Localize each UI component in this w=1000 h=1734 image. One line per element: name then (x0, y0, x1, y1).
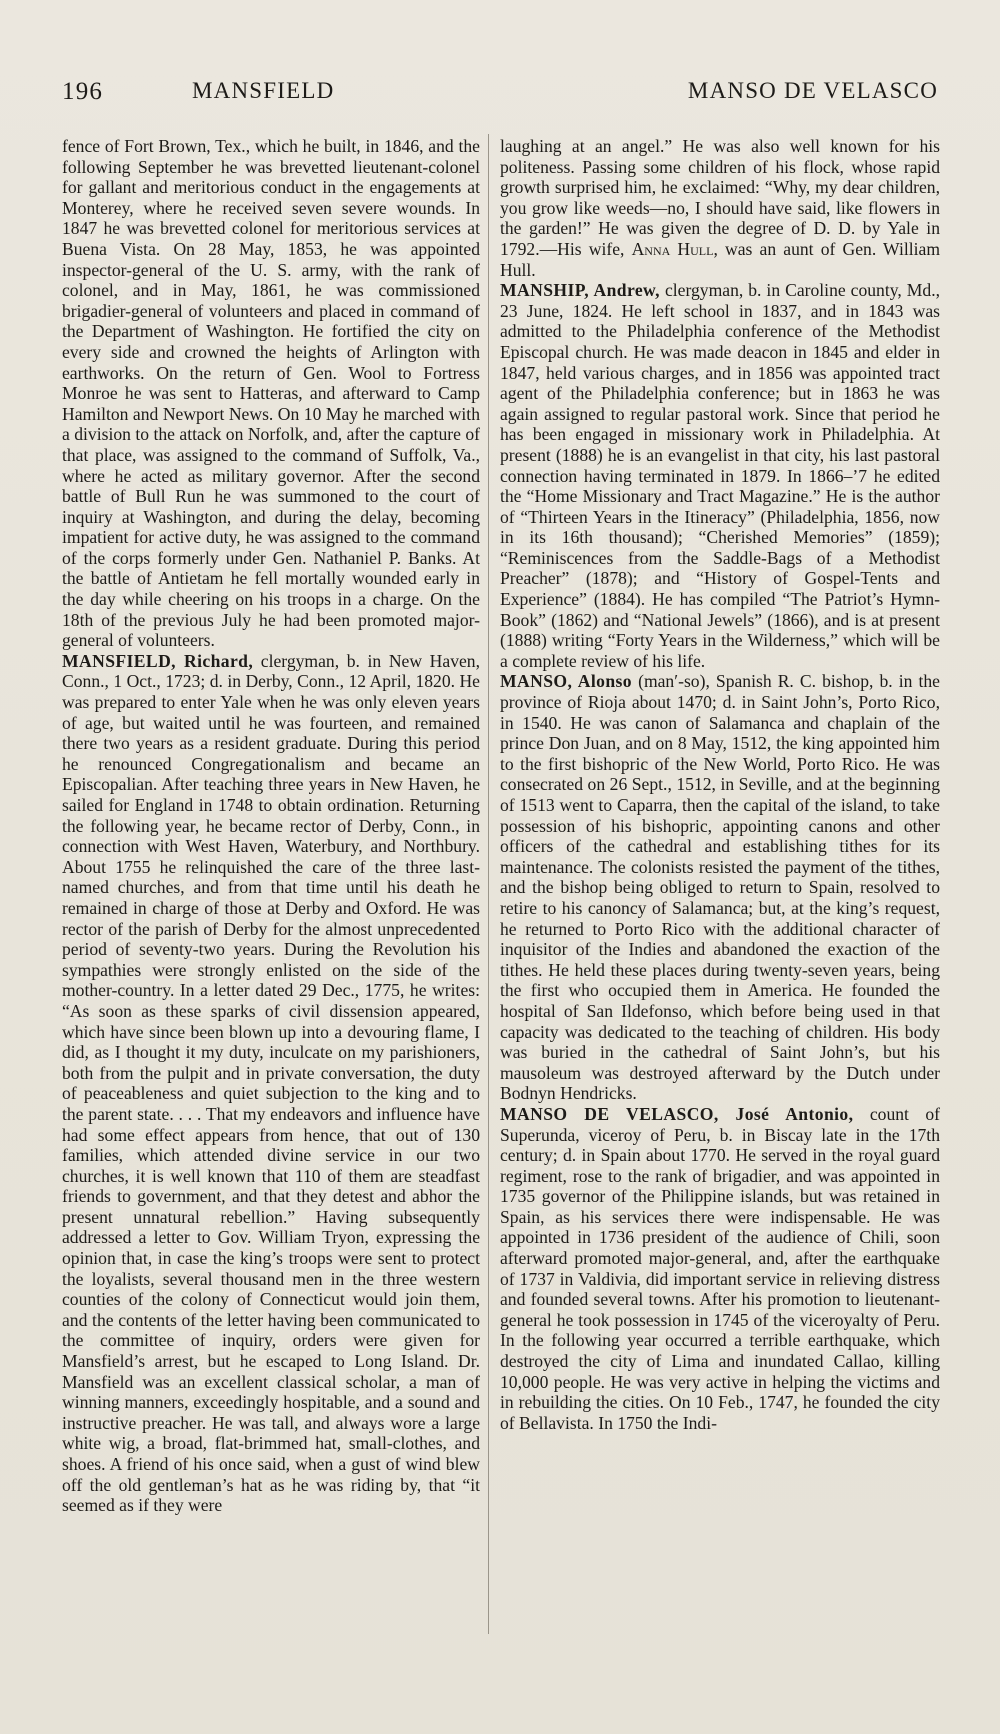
entry-body: count of Superunda, viceroy of Peru, b. in Biscay late in the 17th century; d. in Spain about 1770. He served in the royal guard regiment, rose to the rank of brigadier, and was appointed in 1735 governor of the Philippine islands, but was retained in Spain, as his services there were indispensable. He was appointed in 1736 president of the audience of Chili, soon afterward promoted major-general, and, after the earthquake of 1737 in Valdivia, did important service in relieving distress and founded several towns. After his promotion to lieutenant-general he took possession in 1745 of the viceroyalty of Peru. In the following year occurred a terrible earthquake, which destroyed the city of Lima and inundated Callao, killing 10,000 people. He was very active in helping the victims and in rebuilding the cities. On 10 Feb., 1747, he founded the city of Bellavista. In 1750 the Indi- (500, 1103, 940, 1433)
header-right-word: MANSO DE VELASCO (687, 78, 938, 103)
entry-body: (man′-so), Spanish R. C. bishop, b. in the province of Rioja about 1470; d. in Saint John’s, Porto Rico, in 1540. He was canon of Salamanca and chaplain of the prince Don Juan, and on 8 May, 1512, the king appointed him to the first bishopric of the New World, Porto Rico. He was consecrated on 26 Sept., 1512, in Seville, and at the beginning of 1513 went to Caparra, then the capital of the island, to take possession of his bishopric, appointing canons and other officers of the cathedral and establishing tithes for its maintenance. The colonists resisted the payment of the tithes, and the bishop being obliged to return to Spain, resolved to retire to his canoncy of Salamanca; but, at the king’s request, he returned to Porto Rico with the additional character of inquisitor of the Indies and abandoned the exaction of the tithes. He held these places during twenty-seven years, being the first who occupied them in America. He founded the hospital of San Ildefonso, which before being used in that capacity was dedicated to the teaching of children. His body was buried in the cathedral of Saint John’s, but his mausoleum was destroyed afterward by the Dutch under Bodnyn Hendricks. (500, 671, 940, 1104)
entry-headword: MANSO, Alonso (500, 671, 633, 692)
running-header (62, 78, 938, 110)
continuation-part-a: laughing at an angel.” He was also well known for his politeness. Passing some children of his flock, whose rapid growth surprised him, he exclaimed: “Why, my dear children, you grow like weeds—no, I should have said, like flowers in the garden!” He was given the degree of D. D. by Yale in 1792.—His wife, (500, 136, 940, 259)
entry-body: clergyman, b. in Caroline county, Md., 23 June, 1824. He left school in 1837, and in 1843 was admitted to the Philadelphia conference of the Methodist Episcopal church. He was made deacon in 1845 and elder in 1847, held various charges, and in 1856 was appointed tract agent of the Philadelphia conference; but in 1863 he was again assigned to regular pastoral work. Since that period he has been engaged in missionary work in Philadelphia. At present (1888) he is an evangelist in that city, his last pastoral connection having terminated in 1879. In 1866–’7 he edited the “Home Missionary and Tract Magazine.” He is the author of “Thirteen Years in the Itineracy” (Philadelphia, 1856, now in its 16th thousand); “Cherished Memories” (1859); “Reminiscences from the Saddle-Bags of a Methodist Preacher” (1878); and “History of Gospel-Tents and Experience” (1884). He has compiled “The Patriot’s Hymn-Book” (1862) and “National Jewels” (1866), and is at present (1888) writing “Forty Years in the Wilderness,” which will be a complete review of his life. (500, 280, 940, 671)
continuation-part-b: , was an aunt of Gen. William Hull. (500, 238, 941, 280)
right-column (500, 136, 940, 1433)
header-left-word: MANSFIELD (192, 78, 335, 103)
entry-headword: MANSO DE VELASCO, José Antonio, (500, 1103, 854, 1124)
column-divider (488, 134, 489, 1634)
entry-mansfield-richard (62, 651, 480, 1516)
page-number: 196 (62, 78, 104, 105)
wife-name: Anna Hull (631, 238, 714, 259)
left-column (62, 136, 480, 1516)
entry-manso-de-velasco (500, 1104, 940, 1434)
continued-entry-text: fence of Fort Brown, Tex., which he built, in 1846, and the following September he was brevetted lieutenant-colonel for gallant and meritorious conduct in the engagements at Monterey, where he received seven severe wounds. In 1847 he was brevetted colonel for meritorious services at Buena Vista. On 28 May, 1853, he was appointed inspector-general of the U. S. army, with the rank of colonel, and in May, 1861, he was commissioned brigadier-general of volunteers and placed in command of the Department of Washington. He fortified the city on every side and crowned the heights of Arlington with earthworks. On the return of Gen. Wool to Fortress Monroe he was sent to Hatteras, and afterward to Camp Hamilton and Newport News. On 10 May he marched with a division to the attack on Norfolk, and, after the capture of that place, was assigned to the command of Suffolk, Va., where he acted as military governor. After the second battle of Bull Run he was summoned to the court of inquiry at Washington, and during the delay, becoming impatient for active duty, he was assigned to the command of the corps formerly under Gen. Nathaniel P. Banks. At the battle of Antietam he fell mortally wounded early in the day while cheering on his troops in a charge. On the 18th of the previous July he had been promoted major-general of volunteers. (62, 136, 480, 651)
entry-manso-alonso (500, 671, 940, 1103)
entry-headword: MANSHIP, Andrew, (500, 280, 660, 301)
entry-body: clergyman, b. in New Haven, Conn., 1 Oct., 1723; d. in Derby, Conn., 12 April, 1820. He was prepared to enter Yale when he was only eleven years of age, but waited until he was fourteen, and remained there two years as a resident graduate. During this period he renounced Congregationalism and became an Episcopalian. After teaching three years in New Haven, he sailed for England in 1748 to obtain ordination. Returning the following year, he became rector of Derby, Conn., in connection with West Haven, Waterbury, and Northbury. About 1755 he relinquished the care of the three last-named churches, and from that time until his death he remained in charge of those at Derby and Oxford. He was rector of the parish of Derby for the almost unprecedented period of seventy-two years. During the Revolution his sympathies were strongly enlisted on the side of the mother-country. In a letter dated 29 Dec., 1775, he writes: “As soon as these sparks of civil dissension appeared, which have since been blown up into a devouring flame, I did, as I thought it my duty, inculcate on my parishioners, both from the pulpit and in private conversation, the duty of peaceableness and quiet subjection to the king and to the parent state. . . . That my endeavors and influence have had some effect appears from hence, that out of 130 families, which attended divine service in our two churches, it is well known that 110 of them are steadfast friends to government, and that they detest and abhor the present unnatural rebellion.” Having subsequently addressed a letter to Gov. William Tryon, expressing the opinion that, in case the king’s troops were sent to protect the loyalists, several thousand men in the three western counties of the colony of Connecticut would join them, and the contents of the letter having been communicated to the committee of inquiry, orders were given for Mansfield’s arrest, but he escaped to Long Island. Dr. Mansfield was an excellent classical scholar, a man of winning manners, exceedingly hospitable, and a sound and instructive preacher. He was tall, and always wore a large white wig, a broad, flat-brimmed hat, small-clothes, and shoes. A friend of his once said, when a gust of wind blew off the old gentleman’s hat as he was riding by, that “it seemed as if they were (62, 650, 480, 1516)
entry-headword: MANSFIELD, Richard, (62, 650, 254, 671)
entry-manship-andrew (500, 280, 940, 671)
continued-entry-text (500, 136, 940, 280)
